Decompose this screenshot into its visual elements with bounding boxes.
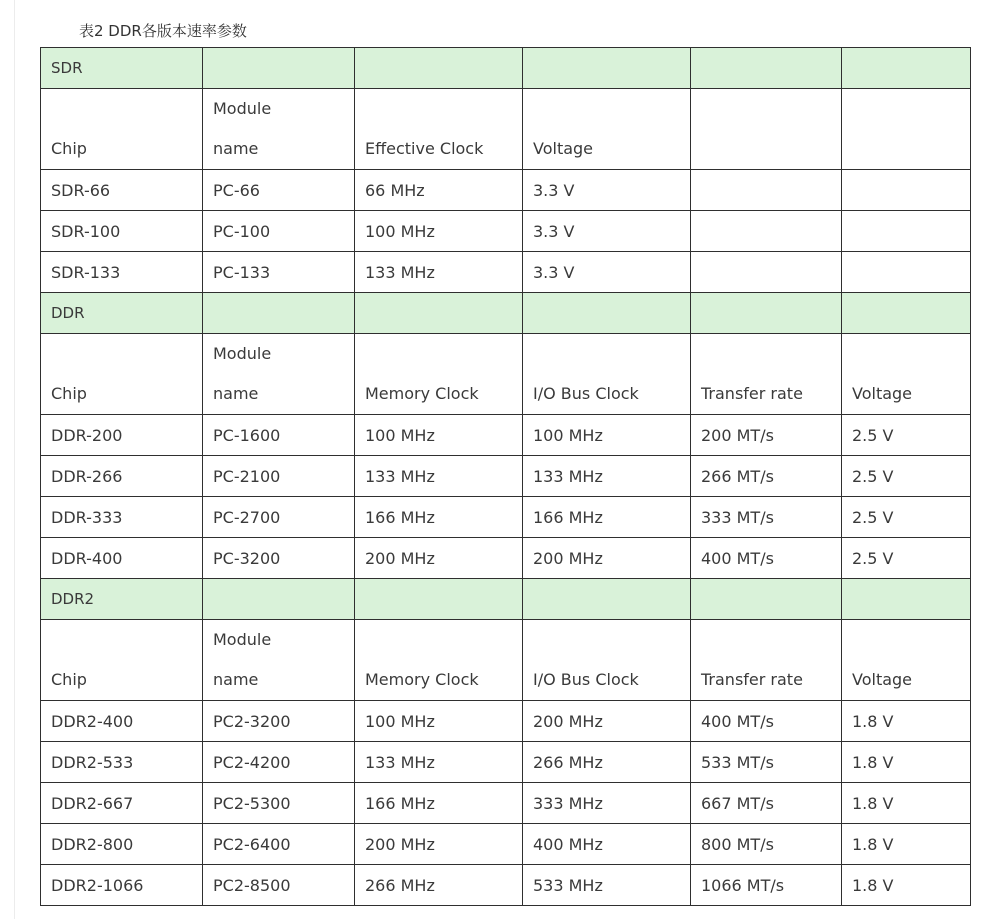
column-header-label: Effective Clock xyxy=(365,139,484,158)
table-cell: 800 MT/s xyxy=(691,824,842,865)
table-cell: 1.8 V xyxy=(842,824,971,865)
table-cell: 533 MT/s xyxy=(691,742,842,783)
column-header xyxy=(691,334,842,415)
table-row xyxy=(41,252,971,293)
column-header-row xyxy=(41,89,971,170)
table-cell: 2.5 V xyxy=(842,497,971,538)
column-header-label: Chip xyxy=(51,139,87,158)
table-cell: DDR-400 xyxy=(41,538,203,579)
section-cell xyxy=(842,579,971,620)
table-cell: DDR-266 xyxy=(41,456,203,497)
column-header xyxy=(691,89,842,170)
table-cell: PC-2700 xyxy=(203,497,355,538)
table-cell xyxy=(691,170,842,211)
table-cell xyxy=(842,170,971,211)
section-title: DDR xyxy=(41,293,203,334)
table-row xyxy=(41,701,971,742)
table-cell: SDR-100 xyxy=(41,211,203,252)
table-cell: 333 MHz xyxy=(523,783,691,824)
table-cell: 166 MHz xyxy=(355,497,523,538)
table-cell: PC-1600 xyxy=(203,415,355,456)
column-header xyxy=(523,334,691,415)
column-header-label: Chip xyxy=(51,670,87,689)
table-cell: 3.3 V xyxy=(523,170,691,211)
column-header xyxy=(203,89,355,170)
table-cell: PC-66 xyxy=(203,170,355,211)
table-cell xyxy=(842,211,971,252)
column-header-label: Voltage xyxy=(533,139,594,158)
section-cell xyxy=(523,48,691,89)
table-cell xyxy=(842,252,971,293)
table-cell: 533 MHz xyxy=(523,865,691,906)
table-cell: 2.5 V xyxy=(842,456,971,497)
column-header-label: Module name xyxy=(213,630,272,689)
table-cell: 200 MHz xyxy=(355,824,523,865)
table-cell: 133 MHz xyxy=(355,456,523,497)
column-header xyxy=(355,620,523,701)
table-row xyxy=(41,415,971,456)
column-header-label: I/O Bus Clock xyxy=(533,670,639,689)
table-cell: PC-133 xyxy=(203,252,355,293)
column-header xyxy=(355,334,523,415)
column-header xyxy=(41,334,203,415)
column-header-label: Module name xyxy=(213,99,272,158)
table-cell: 333 MT/s xyxy=(691,497,842,538)
section-cell xyxy=(203,48,355,89)
table-cell: DDR2-1066 xyxy=(41,865,203,906)
table-cell: 266 MHz xyxy=(355,865,523,906)
table-caption: 表2 DDR各版本速率参数 xyxy=(79,22,247,40)
column-header-label: Transfer rate xyxy=(701,384,803,403)
column-header xyxy=(523,89,691,170)
table-cell: 1.8 V xyxy=(842,783,971,824)
table-cell: 667 MT/s xyxy=(691,783,842,824)
table-cell: 100 MHz xyxy=(355,701,523,742)
table-cell: 166 MHz xyxy=(355,783,523,824)
column-header-label: Transfer rate xyxy=(701,670,803,689)
table-cell: 3.3 V xyxy=(523,252,691,293)
table-cell: 400 MHz xyxy=(523,824,691,865)
table-cell: 3.3 V xyxy=(523,211,691,252)
section-cell xyxy=(842,48,971,89)
column-header xyxy=(203,334,355,415)
table-cell: PC2-3200 xyxy=(203,701,355,742)
section-title: SDR xyxy=(41,48,203,89)
section-cell xyxy=(691,48,842,89)
table-cell: 1.8 V xyxy=(842,865,971,906)
column-header xyxy=(523,620,691,701)
table-cell: PC-2100 xyxy=(203,456,355,497)
section-cell xyxy=(523,579,691,620)
table-cell: SDR-66 xyxy=(41,170,203,211)
table-body xyxy=(41,48,971,906)
table-cell: 1.8 V xyxy=(842,701,971,742)
table-row xyxy=(41,742,971,783)
table-cell: 100 MHz xyxy=(355,415,523,456)
column-header-label: Memory Clock xyxy=(365,384,479,403)
table-cell: 200 MHz xyxy=(523,701,691,742)
section-row xyxy=(41,579,971,620)
table-cell: 100 MHz xyxy=(523,415,691,456)
table-cell xyxy=(691,211,842,252)
section-title: DDR2 xyxy=(41,579,203,620)
column-header-label: Voltage xyxy=(852,670,913,689)
table-row xyxy=(41,783,971,824)
section-cell xyxy=(523,293,691,334)
table-cell: 266 MHz xyxy=(523,742,691,783)
table-cell: PC-100 xyxy=(203,211,355,252)
column-header xyxy=(41,620,203,701)
left-border-rule xyxy=(14,0,15,919)
column-header xyxy=(691,620,842,701)
table-cell: 266 MT/s xyxy=(691,456,842,497)
table-cell: 133 MHz xyxy=(523,456,691,497)
table-cell: 166 MHz xyxy=(523,497,691,538)
column-header xyxy=(355,89,523,170)
table-cell: SDR-133 xyxy=(41,252,203,293)
column-header-label: Chip xyxy=(51,384,87,403)
table-cell: 66 MHz xyxy=(355,170,523,211)
table-cell: 2.5 V xyxy=(842,538,971,579)
table-cell: PC2-4200 xyxy=(203,742,355,783)
section-cell xyxy=(355,579,523,620)
section-cell xyxy=(355,293,523,334)
table-cell: 1.8 V xyxy=(842,742,971,783)
table-row xyxy=(41,865,971,906)
table-row xyxy=(41,824,971,865)
table-cell: 133 MHz xyxy=(355,252,523,293)
table-cell: 1066 MT/s xyxy=(691,865,842,906)
column-header-label: Module name xyxy=(213,344,272,403)
section-cell xyxy=(203,293,355,334)
table-cell: 200 MHz xyxy=(355,538,523,579)
section-cell xyxy=(842,293,971,334)
column-header-label: I/O Bus Clock xyxy=(533,384,639,403)
column-header xyxy=(41,89,203,170)
table-cell: PC2-6400 xyxy=(203,824,355,865)
table-row xyxy=(41,211,971,252)
table-cell: 200 MHz xyxy=(523,538,691,579)
table-cell: 400 MT/s xyxy=(691,538,842,579)
section-row xyxy=(41,293,971,334)
table-row xyxy=(41,497,971,538)
ddr-speed-table xyxy=(40,47,971,906)
table-row xyxy=(41,170,971,211)
section-cell xyxy=(691,579,842,620)
section-row xyxy=(41,48,971,89)
table-row xyxy=(41,538,971,579)
table-cell: PC2-8500 xyxy=(203,865,355,906)
section-cell xyxy=(691,293,842,334)
table-cell: 400 MT/s xyxy=(691,701,842,742)
table-cell: 2.5 V xyxy=(842,415,971,456)
table-cell: DDR2-667 xyxy=(41,783,203,824)
table-cell: 100 MHz xyxy=(355,211,523,252)
table-cell: PC-3200 xyxy=(203,538,355,579)
table-cell: DDR2-533 xyxy=(41,742,203,783)
column-header-row xyxy=(41,334,971,415)
table-cell: DDR2-800 xyxy=(41,824,203,865)
table-cell: 200 MT/s xyxy=(691,415,842,456)
column-header xyxy=(842,334,971,415)
column-header xyxy=(842,89,971,170)
table-cell xyxy=(691,252,842,293)
column-header-label: Memory Clock xyxy=(365,670,479,689)
section-cell xyxy=(355,48,523,89)
column-header-label: Voltage xyxy=(852,384,913,403)
column-header-row xyxy=(41,620,971,701)
table-cell: 133 MHz xyxy=(355,742,523,783)
table-cell: PC2-5300 xyxy=(203,783,355,824)
table-cell: DDR-200 xyxy=(41,415,203,456)
table-row xyxy=(41,456,971,497)
column-header xyxy=(203,620,355,701)
column-header xyxy=(842,620,971,701)
section-cell xyxy=(203,579,355,620)
table-cell: DDR-333 xyxy=(41,497,203,538)
table-cell: DDR2-400 xyxy=(41,701,203,742)
